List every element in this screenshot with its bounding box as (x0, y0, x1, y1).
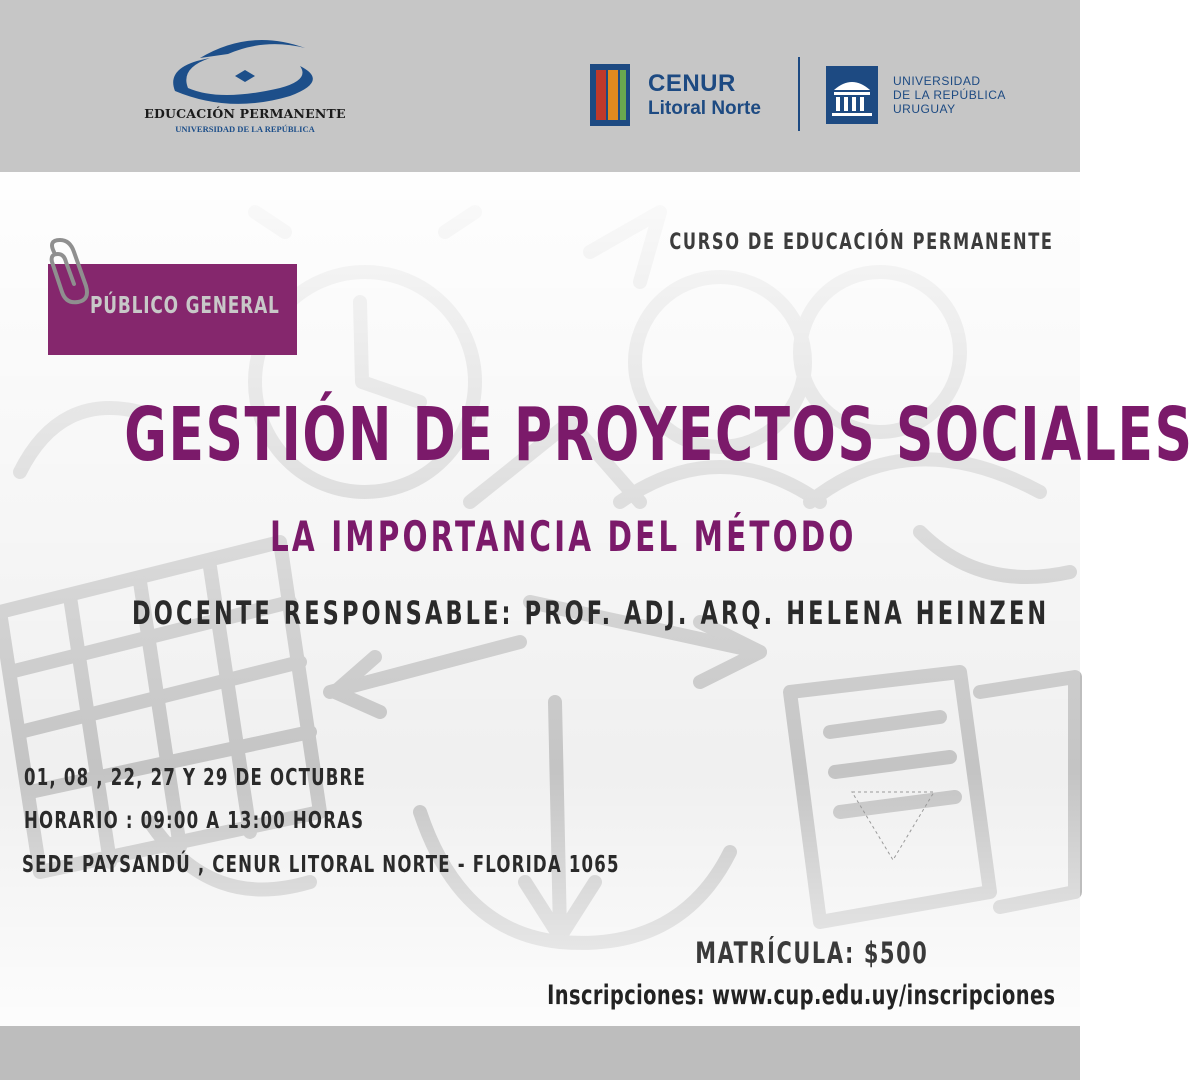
course-dates: 01, 08 , 22, 27 Y 29 DE OCTUBRE (24, 765, 366, 791)
udelar-line-1: UNIVERSIDAD (893, 74, 981, 88)
udelar-name (893, 74, 1006, 116)
registration-link[interactable]: Inscripciones: www.cup.edu.uy/inscripciones (547, 980, 1056, 1011)
udelar-logo (826, 64, 1026, 128)
logo-divider (798, 57, 800, 131)
cenur-logo (588, 60, 778, 130)
instructor: DOCENTE RESPONSABLE: PROF. ADJ. ARQ. HELENA HEINZEN (132, 594, 1050, 632)
audience-badge-label: PÚBLICO GENERAL (90, 293, 280, 319)
cenur-subtitle: Litoral Norte (648, 98, 761, 119)
course-subtitle: LA IMPORTANCIA DEL MÉTODO (270, 512, 857, 561)
footer-band (0, 1026, 1080, 1080)
course-venue: SEDE PAYSANDÚ , CENUR LITORAL NORTE - FLORIDA 1065 (22, 852, 620, 878)
ep-swoosh-icon (140, 36, 350, 106)
paperclip-icon (40, 236, 92, 304)
triangle-decoration-icon (850, 790, 936, 862)
ep-title: EDUCACIÓN PERMANENTE (144, 106, 346, 121)
cenur-book-icon (588, 60, 634, 130)
university-building-icon (826, 66, 878, 124)
enrollment-fee: MATRÍCULA: $500 (694, 936, 928, 970)
udelar-line-3: URUGUAY (893, 102, 956, 116)
course-title: GESTIÓN DE PROYECTOS SOCIALES (124, 392, 1194, 478)
ep-subtitle: UNIVERSIDAD DE LA REPÚBLICA (175, 124, 315, 134)
udelar-line-2: DE LA REPÚBLICA (893, 88, 1006, 102)
cenur-title: CENUR (648, 70, 736, 97)
educacion-permanente-logo (140, 36, 350, 136)
course-schedule: HORARIO : 09:00 A 13:00 HORAS (24, 808, 365, 834)
course-type: CURSO DE EDUCACIÓN PERMANENTE (669, 230, 1054, 255)
